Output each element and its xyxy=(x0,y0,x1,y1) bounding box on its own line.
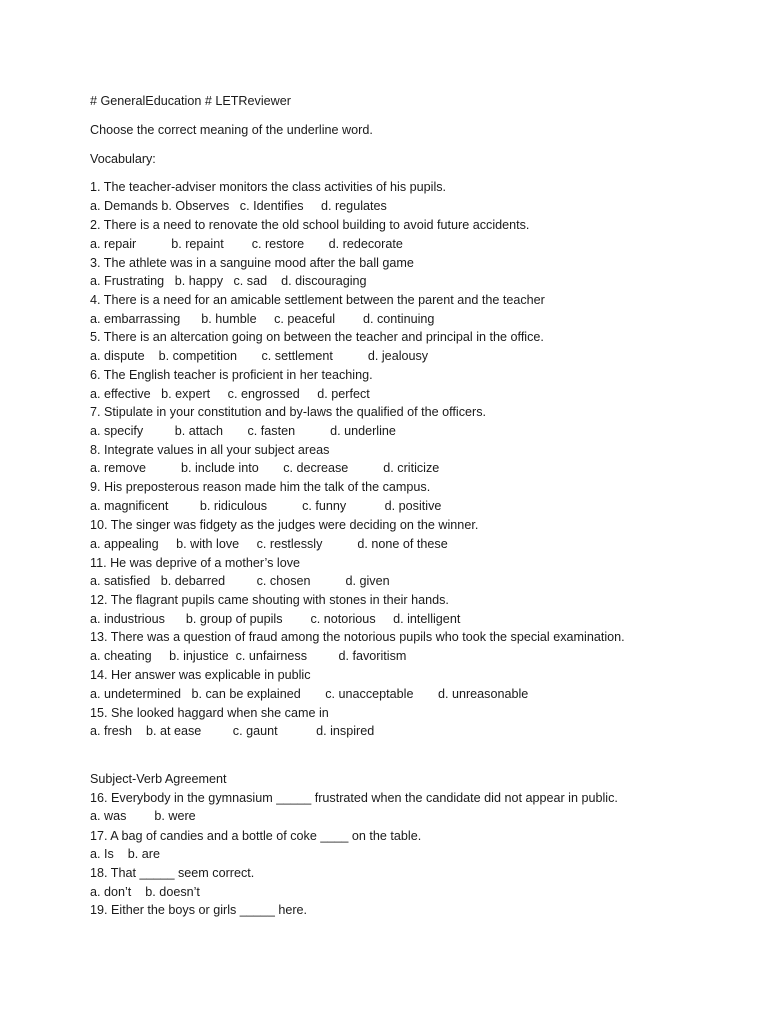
question-text: 8. Integrate values in all your subject areas xyxy=(90,443,330,457)
question-text: 1. The teacher-adviser monitors the class activities of his pupils. xyxy=(90,180,447,194)
answer-choices: a. Demands b. Observes c. Identifies d. regulates xyxy=(90,199,387,213)
question-text: 14. Her answer was explicable in public xyxy=(90,668,311,682)
answer-choices: a. cheating b. injustice c. unfairness d. favoritism xyxy=(90,649,407,663)
answer-choices: a. was b. were xyxy=(90,809,196,823)
answer-choices: a. don’t b. doesn’t xyxy=(90,885,200,899)
question-text: 10. The singer was fidgety as the judges were deciding on the winner. xyxy=(90,518,479,532)
question-text: 19. Either the boys or girls _____ here. xyxy=(90,903,308,917)
answer-choices: a. dispute b. competition c. settlement d. jealousy xyxy=(90,349,429,363)
hashtags: # GeneralEducation # LETReviewer xyxy=(90,94,291,108)
question-text: 15. She looked haggard when she came in xyxy=(90,706,329,720)
answer-choices: a. appealing b. with love c. restlessly d. none of these xyxy=(90,537,448,551)
question-text: 5. There is an altercation going on between the teacher and principal in the office. xyxy=(90,330,544,344)
answer-choices: a. embarrassing b. humble c. peaceful d. continuing xyxy=(90,312,435,326)
question-text: 4. There is a need for an amicable settlement between the parent and the teacher xyxy=(90,293,545,307)
question-text: 18. That _____ seem correct. xyxy=(90,866,255,880)
section-heading-vocabulary: Vocabulary: xyxy=(90,152,156,166)
answer-choices: a. remove b. include into c. decrease d. criticize xyxy=(90,461,440,475)
answer-choices: a. Frustrating b. happy c. sad d. discouraging xyxy=(90,274,367,288)
instruction: Choose the correct meaning of the underline word. xyxy=(90,123,373,137)
question-text: 7. Stipulate in your constitution and by-laws the qualified of the officers. xyxy=(90,405,487,419)
answer-choices: a. repair b. repaint c. restore d. redecorate xyxy=(90,237,403,251)
answer-choices: a. fresh b. at ease c. gaunt d. inspired xyxy=(90,724,375,738)
question-text: 6. The English teacher is proficient in her teaching. xyxy=(90,368,373,382)
question-text: 3. The athlete was in a sanguine mood after the ball game xyxy=(90,256,414,270)
question-text: 17. A bag of candies and a bottle of coke ____ on the table. xyxy=(90,829,422,843)
question-text: 9. His preposterous reason made him the talk of the campus. xyxy=(90,480,431,494)
answer-choices: a. satisfied b. debarred c. chosen d. given xyxy=(90,574,390,588)
answer-choices: a. specify b. attach c. fasten d. underline xyxy=(90,424,396,438)
answer-choices: a. industrious b. group of pupils c. notorious d. intelligent xyxy=(90,612,461,626)
question-text: 2. There is a need to renovate the old school building to avoid future accidents. xyxy=(90,218,530,232)
answer-choices: a. effective b. expert c. engrossed d. perfect xyxy=(90,387,370,401)
answer-choices: a. Is b. are xyxy=(90,847,160,861)
answer-choices: a. magnificent b. ridiculous c. funny d. positive xyxy=(90,499,442,513)
section-heading-subject-verb-agreement: Subject-Verb Agreement xyxy=(90,772,227,786)
question-text: 16. Everybody in the gymnasium _____ frustrated when the candidate did not appear in public. xyxy=(90,791,618,805)
question-text: 13. There was a question of fraud among the notorious pupils who took the special examination. xyxy=(90,630,625,644)
answer-choices: a. undetermined b. can be explained c. unacceptable d. unreasonable xyxy=(90,687,529,701)
question-text: 12. The flagrant pupils came shouting with stones in their hands. xyxy=(90,593,449,607)
question-text: 11. He was deprive of a mother’s love xyxy=(90,556,301,570)
